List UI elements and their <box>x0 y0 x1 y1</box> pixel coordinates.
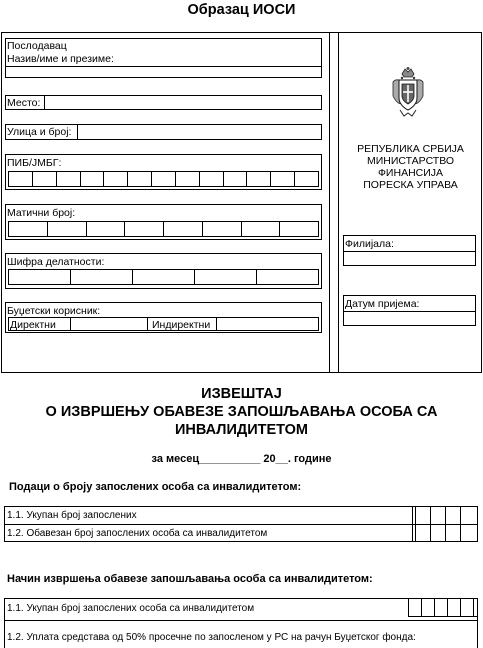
employer-name-label: Назив/име и презиме: <box>7 53 114 65</box>
reg-number-cells[interactable] <box>8 221 319 237</box>
report-heading-line1: ИЗВЕШТАЈ <box>201 386 282 402</box>
pib-label: ПИБ/ЈМБГ: <box>7 157 62 169</box>
section1-title: Подаци о броју запослених особа са инвалидитетом: <box>9 481 302 493</box>
section1-row1-label: 1.1. Укупан број запослених <box>7 510 137 521</box>
date-received-field[interactable] <box>343 311 476 326</box>
activity-cells[interactable] <box>8 269 319 285</box>
section1-row2-digits[interactable] <box>416 525 478 541</box>
section1-row-divider <box>4 524 478 525</box>
report-heading-line3: ИНВАЛИДИТЕТОМ <box>174 422 309 438</box>
section2-row1-digits-bottom <box>408 616 478 617</box>
form-title: Образац ИОСИ <box>187 2 296 18</box>
republic-label: РЕПУБЛИКА СРБИЈА <box>357 143 464 155</box>
section1-row1-digits[interactable] <box>416 507 478 524</box>
finance-label: ФИНАНСИЈА <box>377 167 444 179</box>
tax-admin-label: ПОРЕСКА УПРАВА <box>363 179 458 191</box>
direct-label: Директни <box>10 319 56 331</box>
section2-title: Начин извршења обавезе запошљавања особа са инвалидитетом: <box>7 573 373 585</box>
serbia-coat-of-arms-icon <box>390 66 426 120</box>
branch-field[interactable] <box>343 251 476 266</box>
section1-row2-label: 1.2. Обавезан број запослених особа са инвалидитетом <box>7 528 268 539</box>
section2-row1-digits[interactable] <box>408 599 478 616</box>
employer-heading: Послодавац <box>7 40 67 52</box>
header-divider <box>329 32 339 373</box>
place-label: Место: <box>7 97 41 109</box>
indirect-checkbox[interactable] <box>216 317 319 331</box>
reg-number-label: Матични број: <box>7 207 76 219</box>
place-field[interactable] <box>44 95 322 110</box>
street-label: Улица и број: <box>7 126 72 138</box>
branch-label: Филијала: <box>345 238 394 250</box>
indirect-label: Индиректни <box>152 319 211 331</box>
ministry-label: МИНИСТАРСТВО <box>366 155 455 167</box>
pib-digit-cells[interactable] <box>8 171 319 187</box>
direct-checkbox[interactable] <box>70 317 148 331</box>
report-heading-line2: О ИЗВРШЕЊУ ОБАВЕЗЕ ЗАПОШЉАВАЊА ОСОБА СА <box>45 404 438 420</box>
section2-row2-label: 1.2. Уплата средстава од 50% просечне по запосленом у РС на рачун Буџетског фонда: <box>7 632 416 643</box>
activity-label: Шифра делатности: <box>7 256 105 268</box>
budget-label: Буџетски корисник: <box>7 305 101 317</box>
employer-name-field[interactable] <box>5 66 322 78</box>
street-field[interactable] <box>77 124 322 140</box>
section2-row1-label: 1.1. Укупан број запослених особа са инвалидитетом <box>7 603 255 614</box>
section2-row-divider <box>4 620 478 621</box>
report-month-line: за месец__________ 20__. године <box>151 453 332 465</box>
date-received-label: Датум пријема: <box>345 298 420 310</box>
